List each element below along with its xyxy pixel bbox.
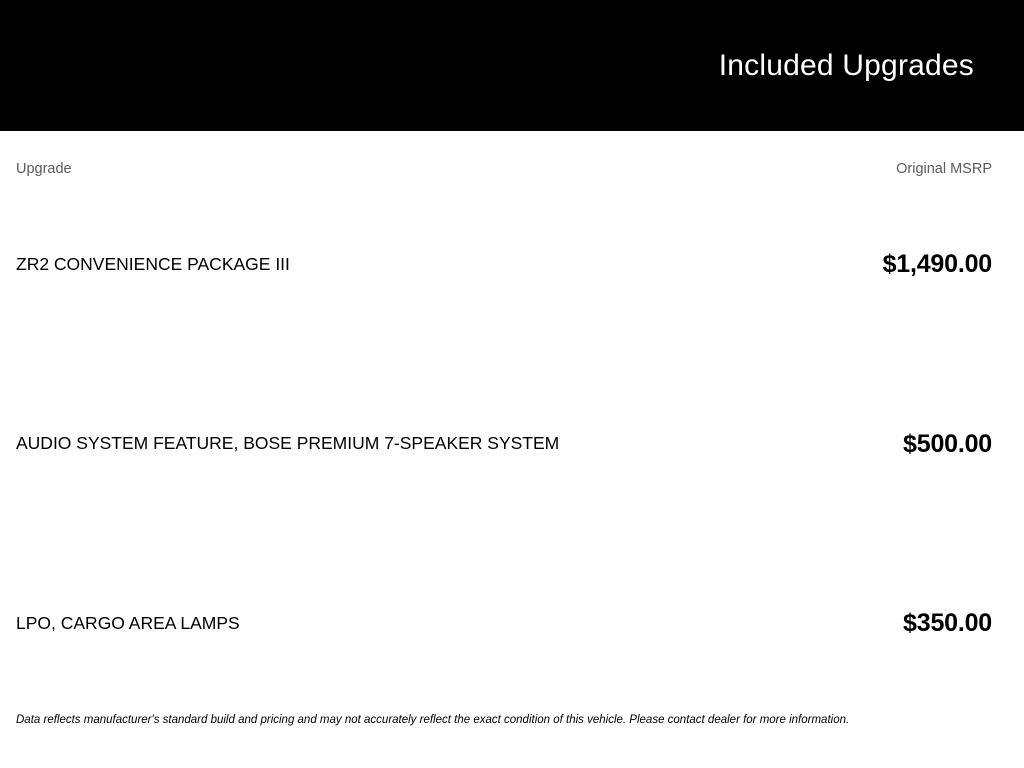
- table-row: [16, 175, 992, 354]
- table-column-headers: [16, 131, 992, 175]
- upgrade-name: LPO, CARGO AREA LAMPS: [16, 612, 240, 633]
- column-header-upgrade: Upgrade: [16, 161, 72, 177]
- upgrades-table: [0, 131, 1024, 713]
- upgrade-price: $1,490.00: [882, 250, 992, 279]
- upgrade-price: $500.00: [903, 429, 992, 458]
- page-footer: [0, 713, 1024, 768]
- table-row: [16, 534, 992, 713]
- upgrade-price: $350.00: [903, 608, 992, 637]
- table-body: [16, 175, 992, 713]
- upgrade-name: ZR2 CONVENIENCE PACKAGE III: [16, 254, 290, 275]
- page-title: Included Upgrades: [718, 49, 974, 82]
- upgrade-name: AUDIO SYSTEM FEATURE, BOSE PREMIUM 7-SPEAKER SYSTEM: [16, 433, 560, 454]
- table-row: [16, 354, 992, 533]
- page-header: [0, 0, 1024, 131]
- disclaimer-text: Data reflects manufacturer's standard build and pricing and may not accurately reflect the exact condition of this vehicle. Please contact dealer for more information.: [16, 714, 850, 727]
- column-header-original-msrp: Original MSRP: [896, 161, 992, 177]
